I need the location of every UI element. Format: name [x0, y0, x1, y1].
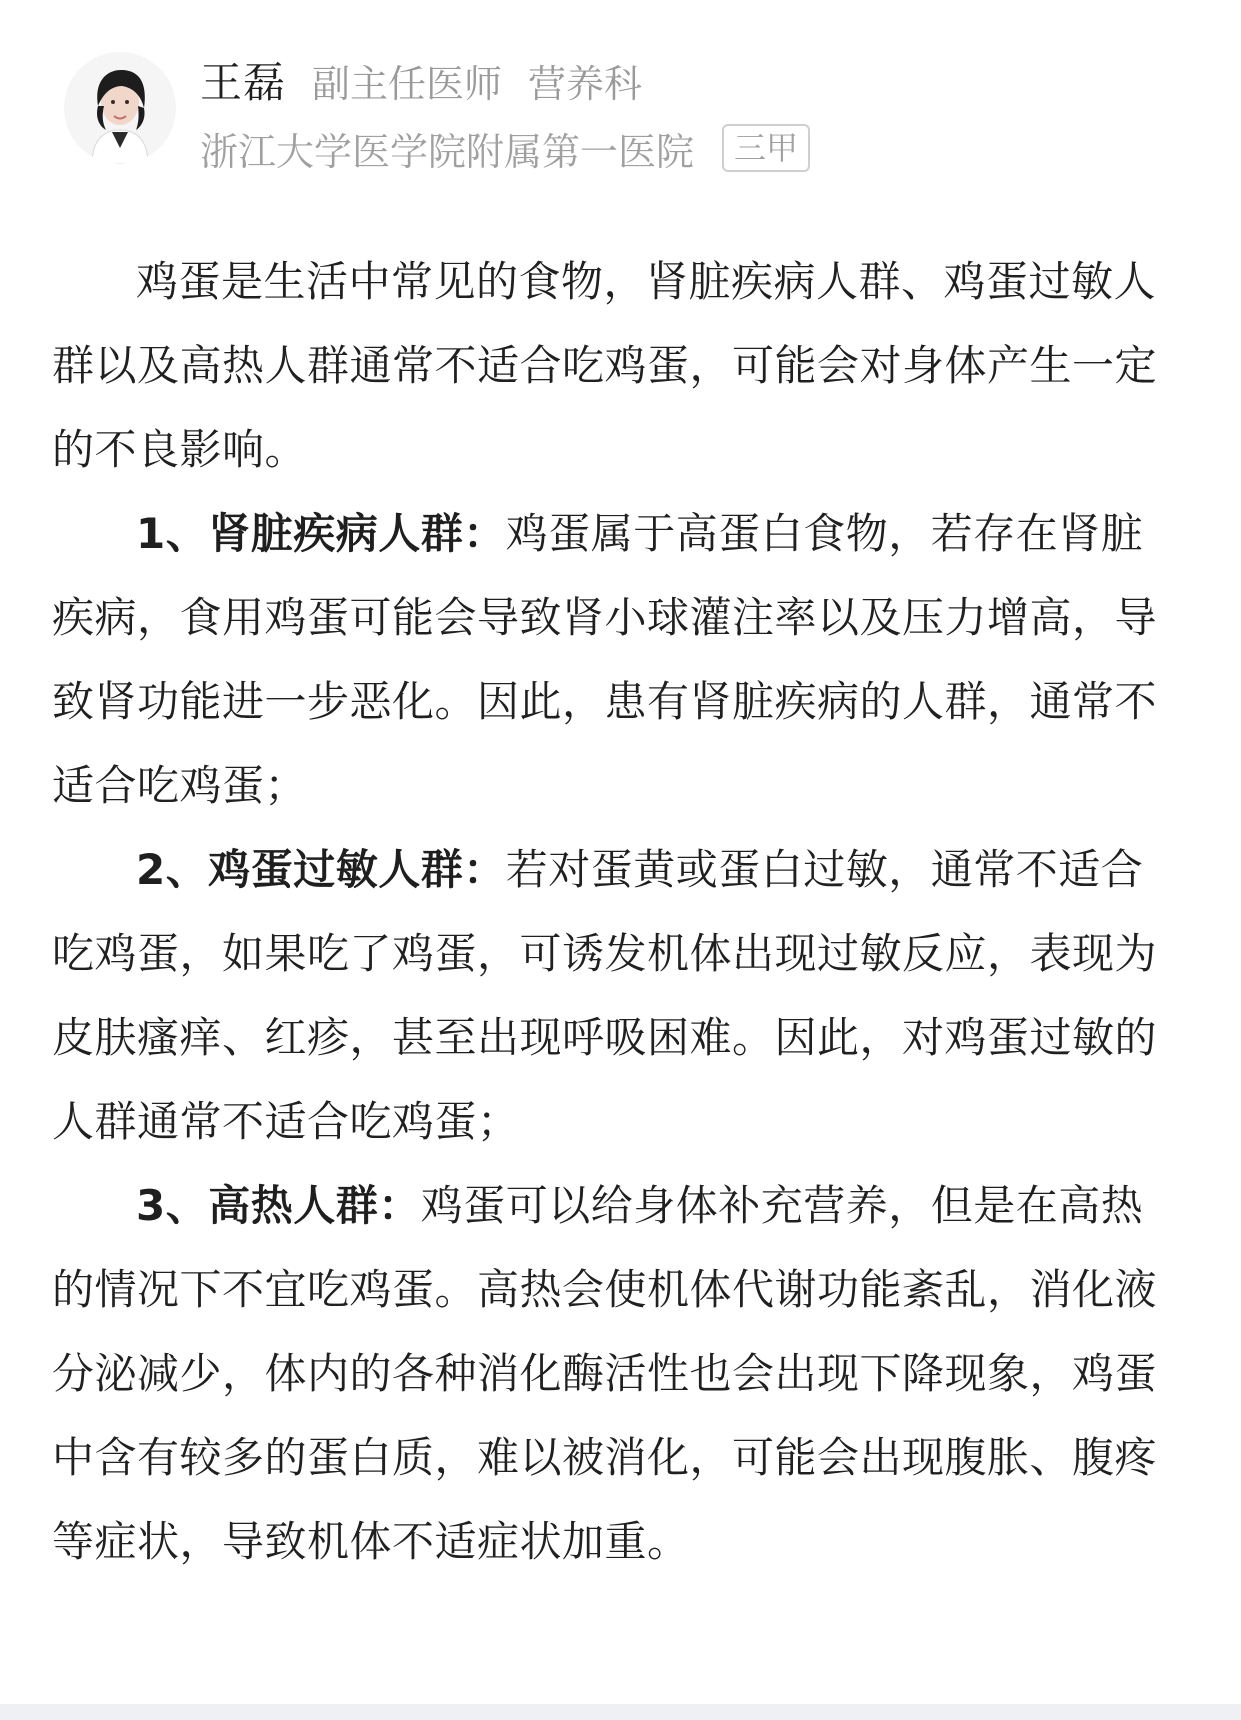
item-3-heading: 3、高热人群： — [136, 1181, 421, 1230]
doctor-avatar-icon — [64, 52, 176, 164]
doctor-title: 副主任医师 — [312, 62, 503, 106]
item-3-text: 鸡蛋可以给身体补充营养，但是在高热的情况下不宜吃鸡蛋。高热会使机体代谢功能紊乱，消化液分泌减少，体内的各种消化酶活性也会出现下降现象，鸡蛋中含有较多的蛋白质，难以被消化，可能会出现腹胀、腹疼等症状，导致机体不适症状加重。 — [52, 1181, 1158, 1566]
item-2-text: 若对蛋黄或蛋白过敏，通常不适合吃鸡蛋，如果吃了鸡蛋，可诱发机体出现过敏反应，表现为皮肤瘙痒、红疹，甚至出现呼吸困难。因此，对鸡蛋过敏的人群通常不适合吃鸡蛋； — [52, 845, 1158, 1146]
item-1-heading: 1、肾脏疾病人群： — [136, 509, 506, 558]
doctor-name[interactable]: 王磊 — [200, 58, 287, 107]
item-1-text: 鸡蛋属于高蛋白食物，若存在肾脏疾病，食用鸡蛋可能会导致肾小球灌注率以及压力增高，导致肾功能进一步恶化。因此，患有肾脏疾病的人群，通常不适合吃鸡蛋； — [52, 509, 1158, 810]
article-item-kidney-disease — [52, 492, 1172, 828]
article-item-egg-allergy — [52, 828, 1172, 1164]
article-content — [52, 240, 1172, 1584]
hospital-name[interactable]: 浙江大学医学院附属第一医院 — [200, 129, 695, 174]
department-name: 营养科 — [528, 62, 643, 106]
doctor-header — [0, 0, 1241, 190]
doctor-avatar[interactable] — [64, 52, 176, 164]
article-intro — [52, 240, 1172, 492]
bottom-separator — [0, 1704, 1241, 1720]
hospital-info-line — [200, 120, 810, 176]
intro-text: 鸡蛋是生活中常见的食物，肾脏疾病人群、鸡蛋过敏人群以及高热人群通常不适合吃鸡蛋，可能会对身体产生一定的不良影响。 — [52, 257, 1158, 474]
item-2-heading: 2、鸡蛋过敏人群： — [136, 845, 506, 894]
doctor-info-line — [200, 50, 642, 106]
hospital-grade-badge: 三甲 — [722, 124, 810, 172]
article-item-high-fever — [52, 1164, 1172, 1584]
